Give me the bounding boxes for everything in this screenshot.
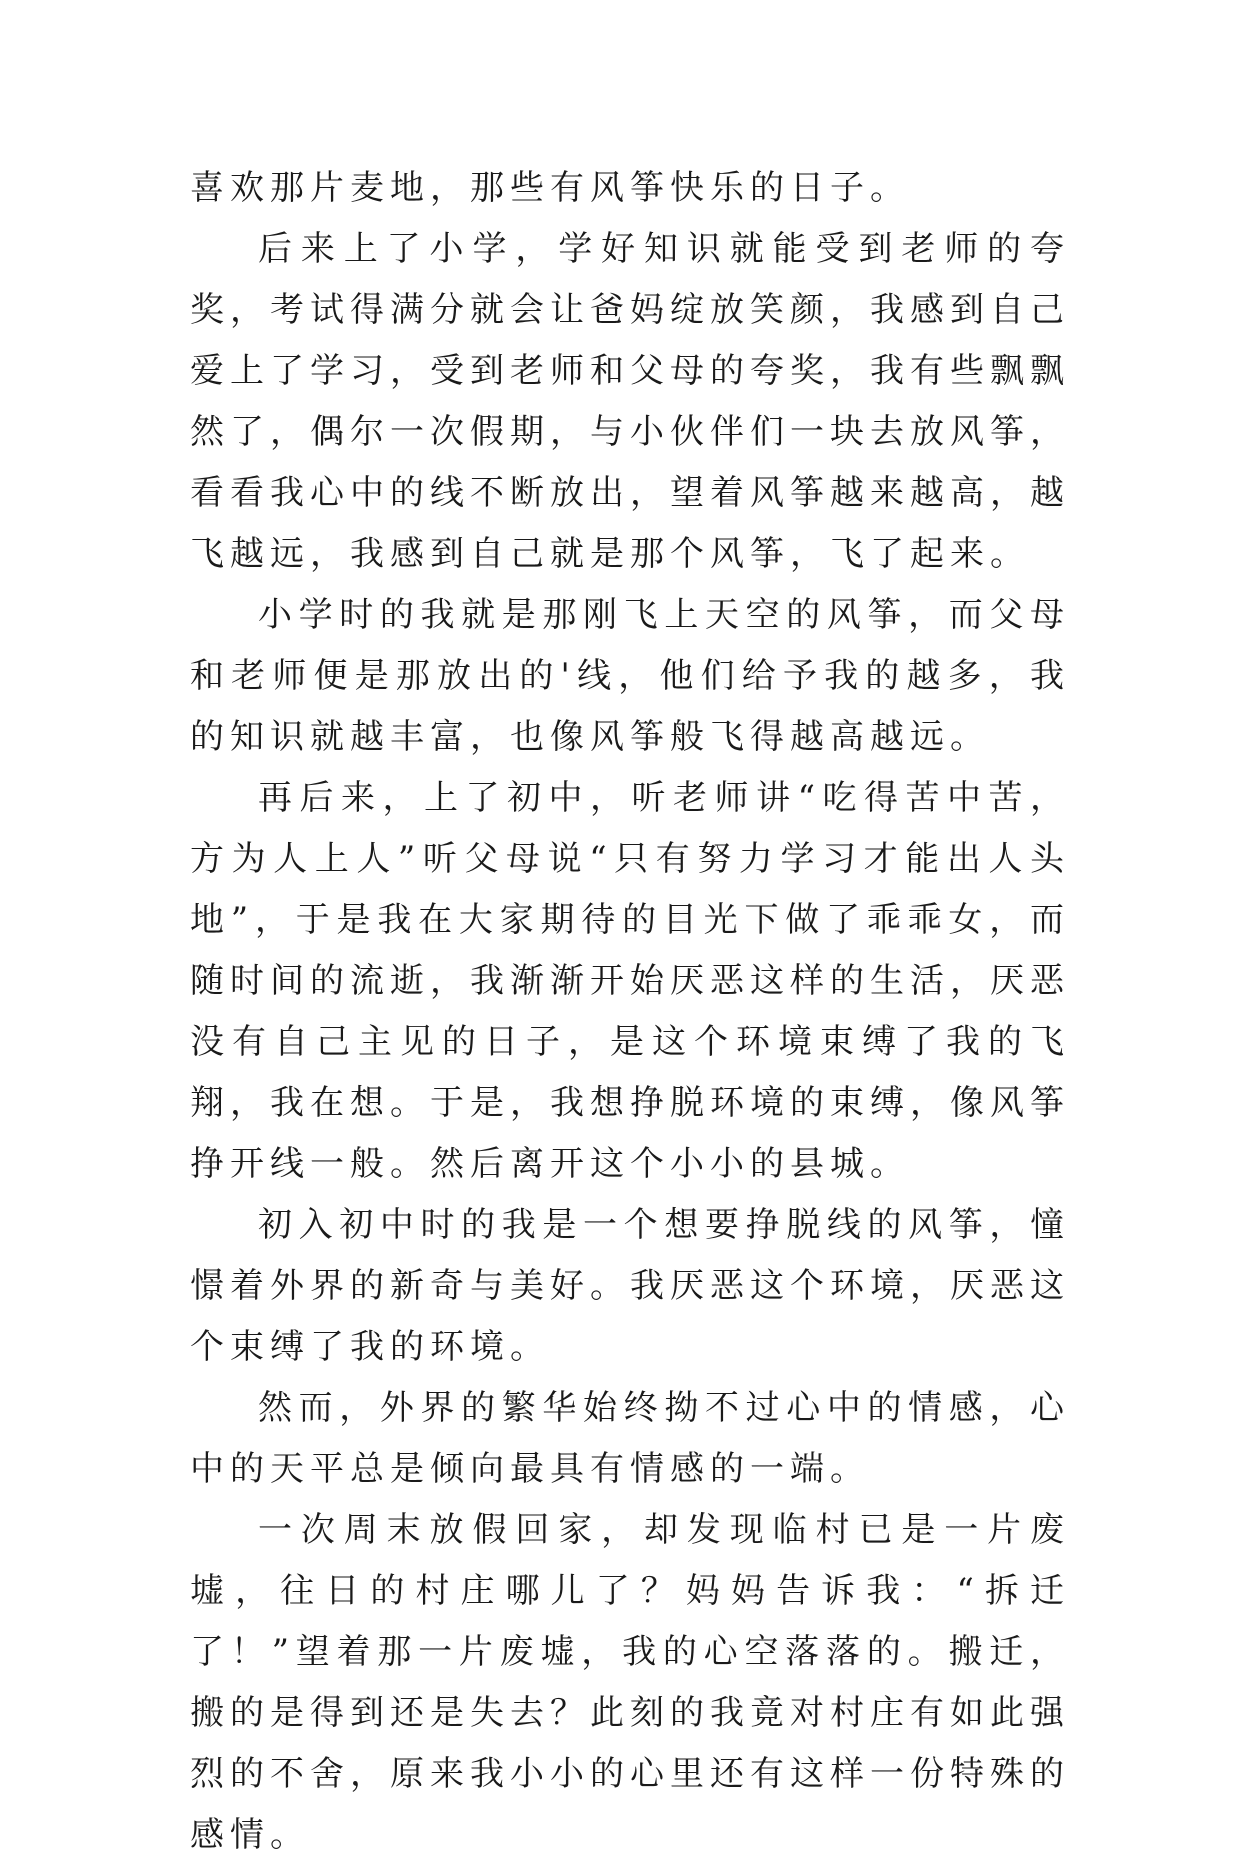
document-body (190, 158, 1070, 1866)
paragraph-6: 然而，外界的繁华始终拗不过心中的情感，心中的天平总是倾向最具有情感的一端。 (190, 1388, 1070, 1489)
paragraph-7: 一次周末放假回家，却发现临村已是一片废墟，往日的村庄哪儿了？妈妈告诉我：“拆迁了！”望着那一片废墟，我的心空落落的。搬迁，搬的是得到还是失去？此刻的我竟对村庄有如此强烈的不舍，原来我小小的心里还有这样一份特殊的感情。 (190, 1510, 1070, 1855)
paragraph-4: 再后来，上了初中，听老师讲“吃得苦中苦，方为人上人”听父母说“只有努力学习才能出人头地”，于是我在大家期待的目光下做了乖乖女，而随时间的流逝，我渐渐开始厌恶这样的生活，厌恶没有自己主见的日子，是这个环境束缚了我的飞翔，我在想。于是，我想挣脱环境的束缚，像风筝挣开线一般。然后离开这个小小的县城。 (190, 778, 1070, 1184)
paragraph-3: 小学时的我就是那刚飞上天空的风筝，而父母和老师便是那放出的'线，他们给予我的越多，我的知识就越丰富，也像风筝般飞得越高越远。 (190, 595, 1070, 757)
paragraph-2: 后来上了小学，学好知识就能受到老师的夸奖，考试得满分就会让爸妈绽放笑颜，我感到自己爱上了学习，受到老师和父母的夸奖，我有些飘飘然了，偶尔一次假期，与小伙伴们一块去放风筝，看看我心中的线不断放出，望着风筝越来越高，越飞越远，我感到自己就是那个风筝，飞了起来。 (190, 229, 1070, 574)
paragraph-5: 初入初中时的我是一个想要挣脱线的风筝，憧憬着外界的新奇与美好。我厌恶这个环境，厌恶这个束缚了我的环境。 (190, 1205, 1070, 1367)
paragraph-1: 喜欢那片麦地，那些有风筝快乐的日子。 (190, 168, 910, 208)
